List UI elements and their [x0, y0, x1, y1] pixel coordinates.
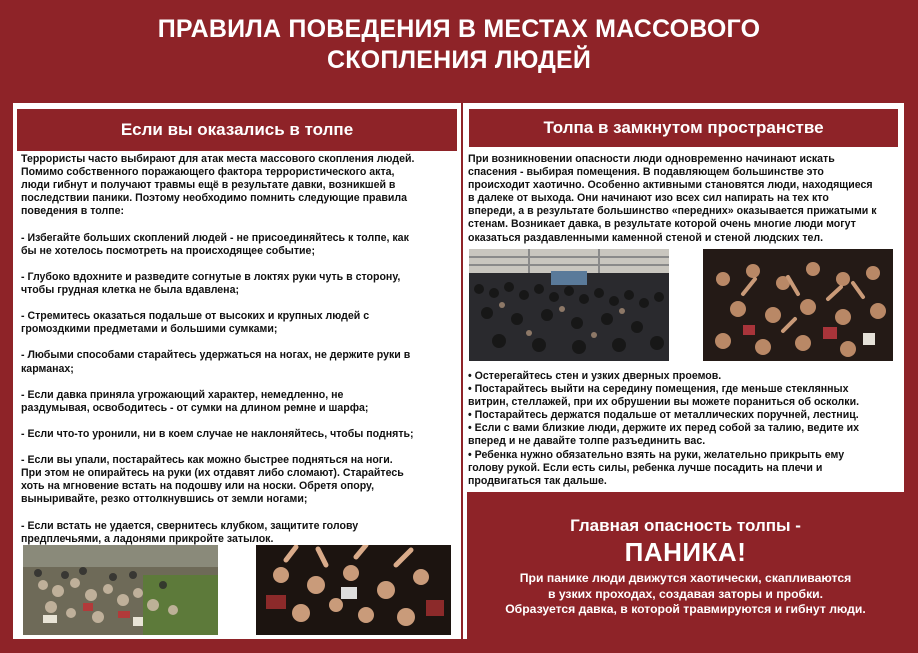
- right-panel-heading: Толпа в замкнутом пространстве: [469, 109, 898, 147]
- page-title: [0, 14, 918, 76]
- right-panel-bullets: • Остерегайтесь стен и узких дверных проемов. • Постарайтесь выйти на середину помещения, где меньше стеклянных витрин, стеллажей, при их обрушении вы можете пораниться об осколки. • Постарайтесь держатся подальше от металлических поручней, лестниц. • Если с вами близкие люди, держите их перед собой за талию, ведите их вперед и не давайте толпе разъединить вас. • Ребенка нужно обязательно взять на руки, желательно прикрыть ему голову рукой. Если есть силы, ребенка лучше посадить на плечи и продвигаться так дальше.: [468, 370, 860, 487]
- crowd-photo-hands: [703, 249, 893, 361]
- crowd-photo-station: [469, 249, 669, 361]
- right-panel-intro: При возникновении опасности люди одновременно начинают искать спасения - выбирая помещения. В подавляющем большинстве это происходит хаотично. Особенно активными становятся люди, находящиеся в далеке от выхода. Они начинают изо всех сил напирать на тех кто впереди, а в результате большинство «передних» оказывается прижатыми к стенам. Возникает давка, в результате которой очень многие люди могут оказаться раздавленными каменной стеной и стеной людских тел.: [468, 153, 877, 244]
- title-line-1: ПРАВИЛА ПОВЕДЕНИЯ В МЕСТАХ МАССОВОГО: [157, 15, 761, 43]
- left-panel-heading: Если вы оказались в толпе: [17, 109, 457, 151]
- panic-text: При панике люди движутся хаотически, скапливаются в узких проходах, создавая заторы и пробки. Образуется давка, в которой травмируются и гибнут люди.: [505, 571, 866, 616]
- left-panel-text: Террористы часто выбирают для атак места массового скопления людей. Помимо собственного поражающего фактора террористического акта, люди гибнут и получают травмы ещё в результате давки, возникшей в последствии паники. Поэтому необходимо помнить следующие правила поведения в толпе: - Избегайте больших скоплений людей - не присоединяйтесь к толпе, как бы не хотелось посмотреть на происходящее событие; - Глубоко вдохните и разведите согнутые в локтях руки чуть в сторону, чтобы грудная клетка не была вдавлена; - Стремитесь оказаться подальше от высоких и крупных людей с громоздкими предметами и большими сумками; - Любыми способами старайтесь удержаться на ногах, не держите руки в карманах; - Если давка приняла угрожающий характер, немедленно, не раздумывая, освободитесь - от сумки на длином ремне и шарфа; - Если что-то уронили, ни в коем случае не наклоняйтесь, чтобы поднять; - Если вы упали, постарайтесь как можно быстрее подняться на ноги. При этом не опирайтесь на руки (их отдавят либо сломают). Старайтесь хоть на мгновение встать на подошву или на носки. Обретя опору, выныривайте, резко оттолкнувшись от земли ногами; - Если встать не удается, свернитесь клубком, защитите голову предплечьями, а ладонями прикройте затылок.: [21, 153, 415, 545]
- left-panel: [13, 103, 461, 639]
- title-line-2: СКОПЛЕНИЯ ЛЮДЕЙ: [326, 46, 592, 74]
- crowd-photo-stampede: [23, 545, 218, 635]
- panic-word: ПАНИКА!: [624, 537, 747, 567]
- panic-box: [467, 492, 904, 639]
- crowd-photo-panic: [256, 545, 451, 635]
- panic-title: Главная опасность толпы -: [570, 516, 801, 535]
